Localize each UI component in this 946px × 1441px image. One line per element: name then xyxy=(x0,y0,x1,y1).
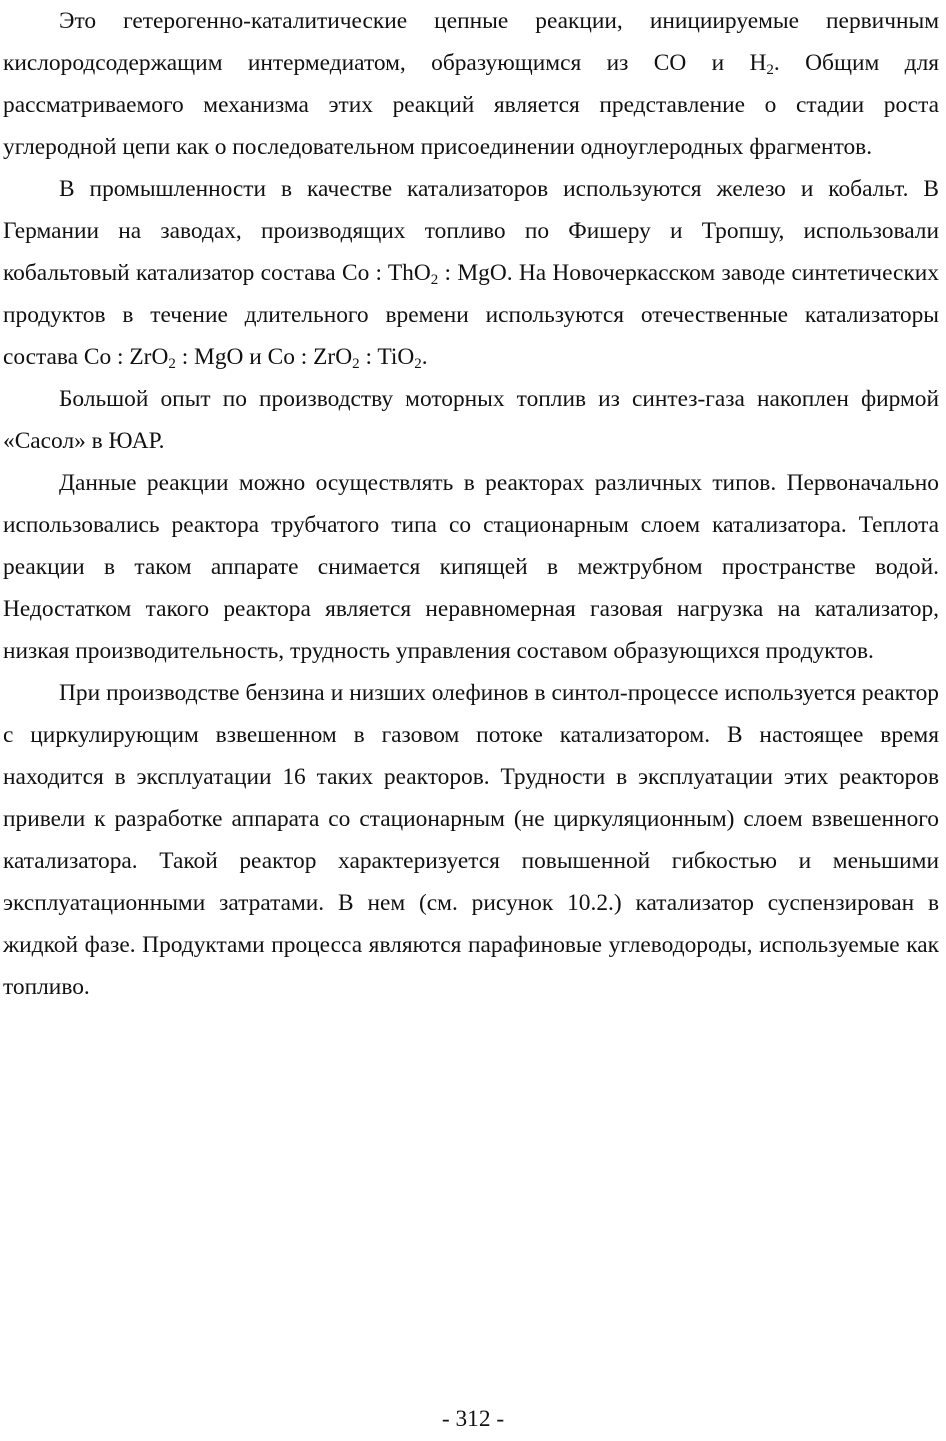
page-body xyxy=(3,0,939,1008)
paragraph-1: Это гетерогенно-каталитические цепные реакции, инициируемые первичным кислородсодержащим интермедиатом, образующимся из СО и $Н_2$. Общим для рассматриваемого механизма этих реакций является представление о стадии роста углеродной цепи как о последовательном присоединении одноуглеродных фрагментов. xyxy=(3,8,939,160)
subscript: 2 xyxy=(414,356,422,372)
paragraph-2: В промышленности в качестве катализаторов используются железо и кобальт. В Германии на заводах, производящих топливо по Фишеру и Тропшу, использовали кобальтовый катализатор состава Co : ThO$_2$ : MgO. На Новочеркасском заводе синтетических продуктов в течение длительного времени используются отечественные катализаторы состава Co : ZrO$_2$ : MgO и Co : ZrO$_2$ : TiO$_2$. xyxy=(3,176,939,372)
paragraph-5: При производстве бензина и низших олефинов в синтол-процессе используется реактор с циркулирующим взвешенном в газовом потоке катализатором. В настоящее время находится в эксплуатации 16 таких реакторов. Трудности в эксплуатации этих реакторов привели к разработке аппарата со стационарным (не циркуляционным) слоем взвешенного катализатора. Такой реактор характеризуется повышенной гибкостью и меньшими эксплуатационными затратами. В нем (см. рисунок 10.2.) катализатор суспензирован в жидкой фазе. Продуктами процесса являются парафиновые углеводороды, используемые как топливо. xyxy=(3,680,939,1000)
paragraph-3: Большой опыт по производству моторных топлив из синтез-газа накоплен фирмой «Сасол» в ЮАР. xyxy=(3,386,939,454)
subscript: 2 xyxy=(352,356,360,372)
subscript: 2 xyxy=(766,62,774,78)
subscript: 2 xyxy=(168,356,176,372)
subscript: 2 xyxy=(430,272,439,288)
page-number: - 312 - xyxy=(441,1406,505,1432)
paragraph-4: Данные реакции можно осуществлять в реакторах различных типов. Первоначально использовались реактора трубчатого типа со стационарным слоем катализатора. Теплота реакции в таком аппарате снимается кипящей в межтрубном пространстве водой. Недостатком такого реактора является неравномерная газовая нагрузка на катализатор, низкая производительность, трудность управления составом образующихся продуктов. xyxy=(3,470,939,664)
